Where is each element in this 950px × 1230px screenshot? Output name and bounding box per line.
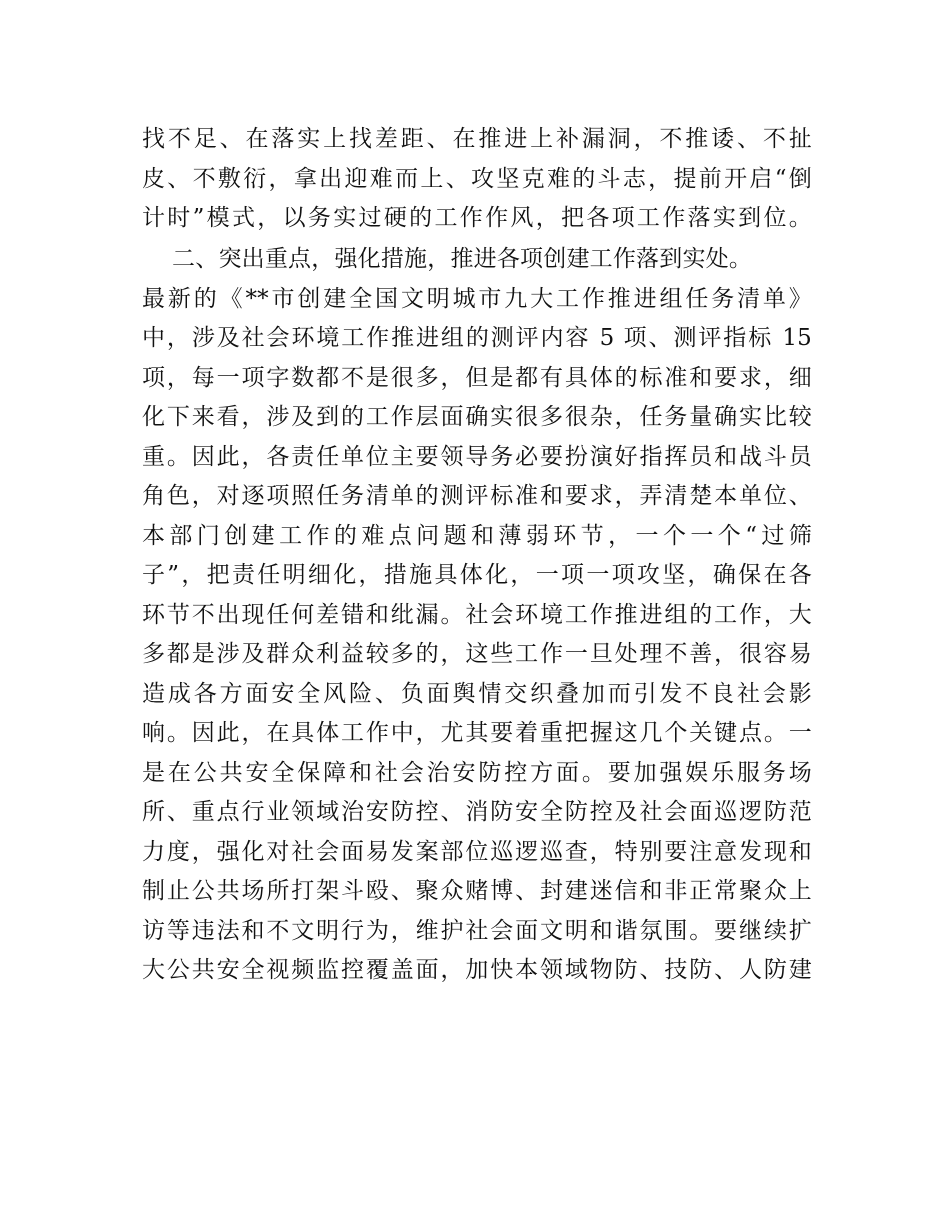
paragraph-1 [142, 120, 812, 239]
text-line: 力度，强化对社会面易发案部位巡逻巡查，特别要注意发现和 [142, 838, 812, 865]
text-line: 计时”模式，以务实过硬的工作作风，把各项工作落实到位。 [142, 205, 812, 231]
text-line: 最新的《**市创建全国文明城市九大工作推进组任务清单》 [142, 285, 812, 312]
text-line: 制止公共场所打架斗殴、聚众赌博、封建迷信和非正常聚众上 [142, 878, 812, 904]
text-line: 是在公共安全保障和社会治安防控方面。要加强娱乐服务场 [142, 759, 812, 786]
text-line: 重。因此，各责任单位主要领导务必要扮演好指挥员和战斗员 [142, 443, 812, 470]
text-line: 找不足、在落实上找差距、在推进上补漏洞，不推诿、不扯 [142, 126, 812, 152]
text-line: 造成各方面安全风险、负面舆情交织叠加而引发不良社会影 [142, 680, 812, 707]
paragraph-2 [142, 240, 812, 991]
text-line: 多都是涉及群众利益较多的，这些工作一旦处理不善，很容易 [142, 641, 812, 667]
section-heading-line: 二、突出重点，强化措施，推进各项创建工作落到实处。 [142, 246, 753, 272]
text-line: 大公共安全视频监控覆盖面，加快本领域物防、技防、人防建 [142, 957, 812, 983]
text-line: 化下来看，涉及到的工作层面确实很多很杂，任务量确实比较 [142, 404, 812, 430]
text-line: 中，涉及社会环境工作推进组的测评内容 5 项、测评指标 15 [142, 325, 812, 351]
text-line: 皮、不敷衍，拿出迎难而上、攻坚克难的斗志，提前开启“倒 [142, 165, 812, 192]
text-line: 响。因此，在具体工作中，尤其要着重把握这几个关键点。一 [142, 720, 812, 746]
text-line: 访等违法和不文明行为，维护社会面文明和谐氛围。要继续扩 [142, 917, 812, 944]
text-line: 环节不出现任何差错和纰漏。社会环境工作推进组的工作，大 [142, 601, 812, 628]
text-line: 角色，对逐项照任务清单的测评标准和要求，弄清楚本单位、 [142, 483, 812, 509]
text-line: 项，每一项字数都不是很多，但是都有具体的标准和要求，细 [142, 364, 812, 391]
text-line: 所、重点行业领域治安防控、消防安全防控及社会面巡逻防范 [142, 799, 812, 825]
text-line: 子”，把责任明细化，措施具体化，一项一项攻坚，确保在各 [142, 562, 812, 588]
text-line: 本部门创建工作的难点问题和薄弱环节，一个一个“过筛 [142, 522, 812, 549]
